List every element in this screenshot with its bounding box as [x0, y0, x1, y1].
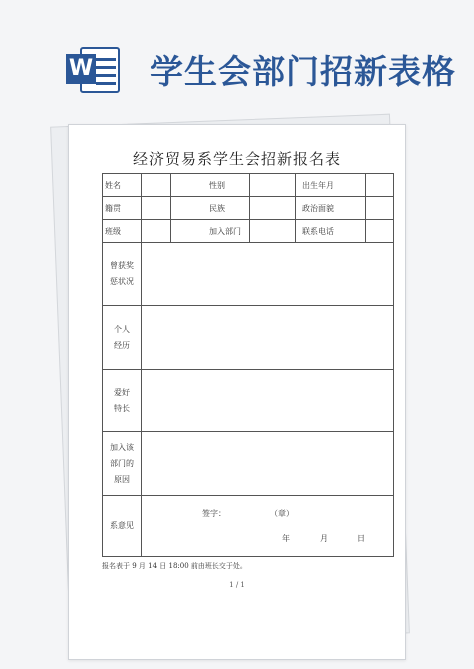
ethnicity-cell[interactable]: [250, 197, 296, 220]
opinion-cell[interactable]: [142, 496, 394, 557]
form-row-reason: [103, 432, 394, 496]
reason-label: 加入该 部门的 原因: [103, 432, 142, 496]
gender-cell[interactable]: [250, 174, 296, 197]
month-label: 月: [320, 534, 328, 543]
class-label: 班级: [103, 220, 142, 243]
gender-label: 性别: [171, 174, 250, 197]
ethnicity-label: 民族: [171, 197, 250, 220]
page-indicator: 1 / 1: [229, 581, 245, 589]
form-row-opinion: [103, 496, 394, 557]
form-row-basic-2: [103, 197, 394, 220]
submission-note: 报名表于 9 月 14 日 18:00 前由班长交于处。: [102, 562, 247, 570]
sign-label: 签字：: [202, 509, 226, 518]
phone-cell[interactable]: [366, 220, 394, 243]
awards-cell[interactable]: [142, 243, 394, 306]
hometown-cell[interactable]: [142, 197, 171, 220]
word-logo-letter: W: [66, 54, 96, 84]
word-logo-icon: [62, 44, 126, 96]
phone-label: 联系电话: [296, 220, 366, 243]
registration-form-table: [102, 173, 394, 557]
hobbies-label: 爱好 特长: [103, 370, 142, 432]
hometown-label: 籍贯: [103, 197, 142, 220]
class-cell[interactable]: [142, 220, 171, 243]
form-row-hobbies: [103, 370, 394, 432]
banner-title: 学生会部门招新表格: [150, 52, 456, 91]
name-cell[interactable]: [142, 174, 171, 197]
political-cell[interactable]: [366, 197, 394, 220]
form-row-basic-3: [103, 220, 394, 243]
day-label: 日: [357, 534, 365, 543]
experience-label: 个人 经历: [103, 306, 142, 370]
join-dept-cell[interactable]: [250, 220, 296, 243]
awards-label: 曾获奖 惩状况: [103, 243, 142, 306]
name-label: 姓名: [103, 174, 142, 197]
opinion-label: 系意见: [103, 496, 142, 557]
document-page: [68, 124, 406, 660]
reason-cell[interactable]: [142, 432, 394, 496]
experience-cell[interactable]: [142, 306, 394, 370]
join-dept-label: 加入部门: [171, 220, 250, 243]
form-row-basic-1: [103, 174, 394, 197]
political-label: 政治面貌: [296, 197, 366, 220]
seal-label: （章）: [270, 509, 294, 518]
document-title: 经济贸易系学生会招新报名表: [132, 150, 341, 168]
year-label: 年: [282, 534, 290, 543]
hobbies-cell[interactable]: [142, 370, 394, 432]
birth-label: 出生年月: [296, 174, 366, 197]
banner: [0, 0, 474, 120]
birth-cell[interactable]: [366, 174, 394, 197]
form-row-awards: [103, 243, 394, 306]
form-row-experience: [103, 306, 394, 370]
